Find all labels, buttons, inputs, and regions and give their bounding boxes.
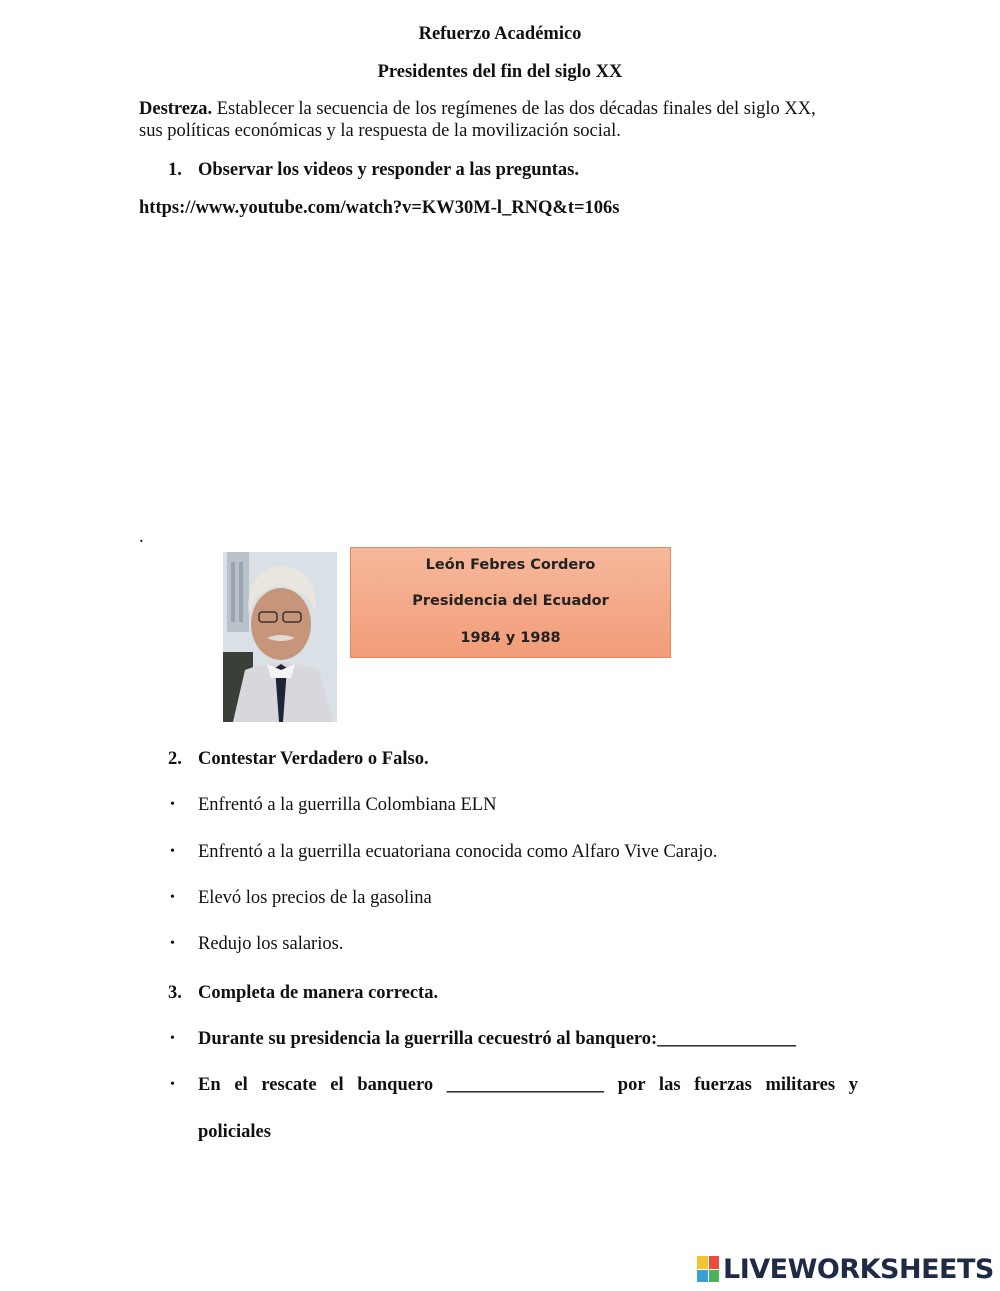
liveworksheets-logo [697, 1253, 994, 1285]
president-name: León Febres Cordero [425, 557, 596, 573]
president-photo [223, 552, 337, 722]
section3-title: Completa de manera correcta. [198, 983, 439, 1003]
bullet-glyph: • [170, 1031, 175, 1046]
stray-dot: . [139, 527, 144, 547]
section1-title: Observar los videos y responder a las preguntas. [198, 160, 580, 180]
bullet-glyph: • [170, 844, 175, 859]
president-role: Presidencia del Ecuador [412, 593, 609, 609]
video-link[interactable]: https://www.youtube.com/watch?v=KW30M-l_RNQ&t=106s [139, 198, 620, 218]
true-false-item[interactable]: Enfrentó a la guerrilla Colombiana ELN [198, 795, 497, 815]
fill-blank-item-2-line1[interactable]: En el rescate el banquero _________________ por las fuerzas militares y [198, 1075, 858, 1095]
destreza-label: Destreza. [139, 99, 213, 119]
destreza-paragraph [139, 99, 879, 142]
section1-number: 1. [168, 160, 182, 180]
fill-blank-item-2-line2: policiales [198, 1122, 271, 1142]
true-false-item[interactable]: Redujo los salarios. [198, 934, 344, 954]
fill-blank-item-1[interactable]: Durante su presidencia la guerrilla cecuestró al banquero:_______________ [198, 1029, 796, 1049]
destreza-text-line2: sus políticas económicas y la respuesta de la movilización social. [139, 121, 621, 141]
section3-number: 3. [168, 983, 182, 1003]
president-years: 1984 y 1988 [460, 630, 561, 646]
document-subtitle: Presidentes del fin del siglo XX [377, 62, 623, 82]
section2-title: Contestar Verdadero o Falso. [198, 749, 429, 769]
bullet-glyph: • [170, 936, 175, 951]
liveworksheets-logo-icon [697, 1256, 719, 1282]
section2-number: 2. [168, 749, 182, 769]
bullet-glyph: • [170, 797, 175, 812]
true-false-item[interactable]: Enfrentó a la guerrilla ecuatoriana conocida como Alfaro Vive Carajo. [198, 842, 718, 862]
destreza-text-line1: Establecer la secuencia de los regímenes de las dos décadas finales del siglo XX, [212, 99, 816, 119]
liveworksheets-logo-text: LIVEWORKSHEETS [723, 1253, 994, 1285]
president-info-box [350, 547, 671, 658]
document-title: Refuerzo Académico [418, 24, 582, 44]
true-false-item[interactable]: Elevó los precios de la gasolina [198, 888, 432, 908]
bullet-glyph: • [170, 1077, 175, 1092]
bullet-glyph: • [170, 890, 175, 905]
